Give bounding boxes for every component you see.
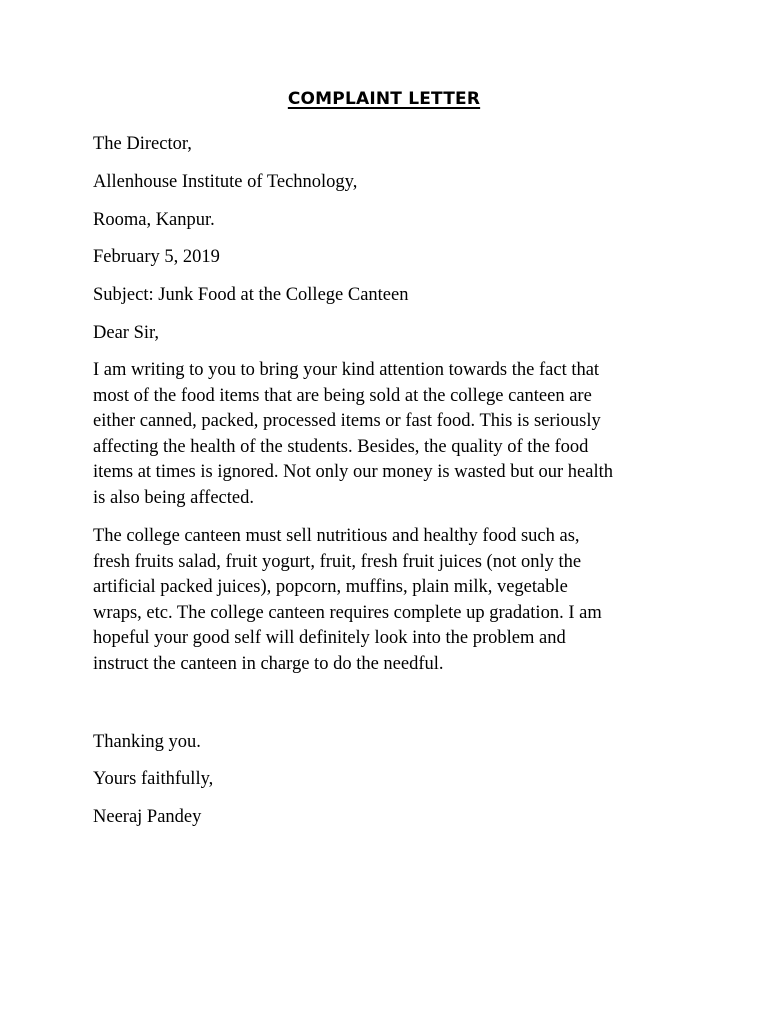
recipient-line-2: Allenhouse Institute of Technology, [93,172,358,192]
paragraph-line: instruct the canteen in charge to do the needful. [93,653,444,674]
recipient-line-1: The Director, [93,134,192,154]
paragraph-line: hopeful your good self will definitely look into the problem and [93,628,566,648]
recipient-line-3: Rooma, Kanpur. [93,210,215,230]
closing-thanks: Thanking you. [93,732,201,752]
letter-date: February 5, 2019 [93,247,220,267]
paragraph-line: wraps, etc. The college canteen requires complete up gradation. I am [93,602,602,623]
body-paragraph-1 [93,358,693,511]
letter-title: COMPLAINT LETTER [287,89,481,109]
paragraph-line: is also being affected. [93,487,254,508]
paragraph-line: artificial packed juices), popcorn, muffins, plain milk, vegetable [93,577,568,597]
closing-valediction: Yours faithfully, [93,769,214,789]
paragraph-line: The college canteen must sell nutritious and healthy food such as, [93,526,580,546]
body-paragraph-2 [93,524,693,677]
letter-subject: Subject: Junk Food at the College Canteen [93,285,409,305]
paragraph-line: most of the food items that are being sold at the college canteen are [93,385,592,406]
paragraph-line: items at times is ignored. Not only our money is wasted but our health [93,462,613,482]
paragraph-line: affecting the health of the students. Besides, the quality of the food [93,436,589,457]
paragraph-line: I am writing to you to bring your kind attention towards the fact that [93,360,600,380]
letter-salutation: Dear Sir, [93,323,160,343]
paragraph-line: fresh fruits salad, fruit yogurt, fruit, fresh fruit juices (not only the [93,551,582,572]
paragraph-line: either canned, packed, processed items or fast food. This is seriously [93,411,601,431]
signature-name: Neeraj Pandey [93,807,202,827]
